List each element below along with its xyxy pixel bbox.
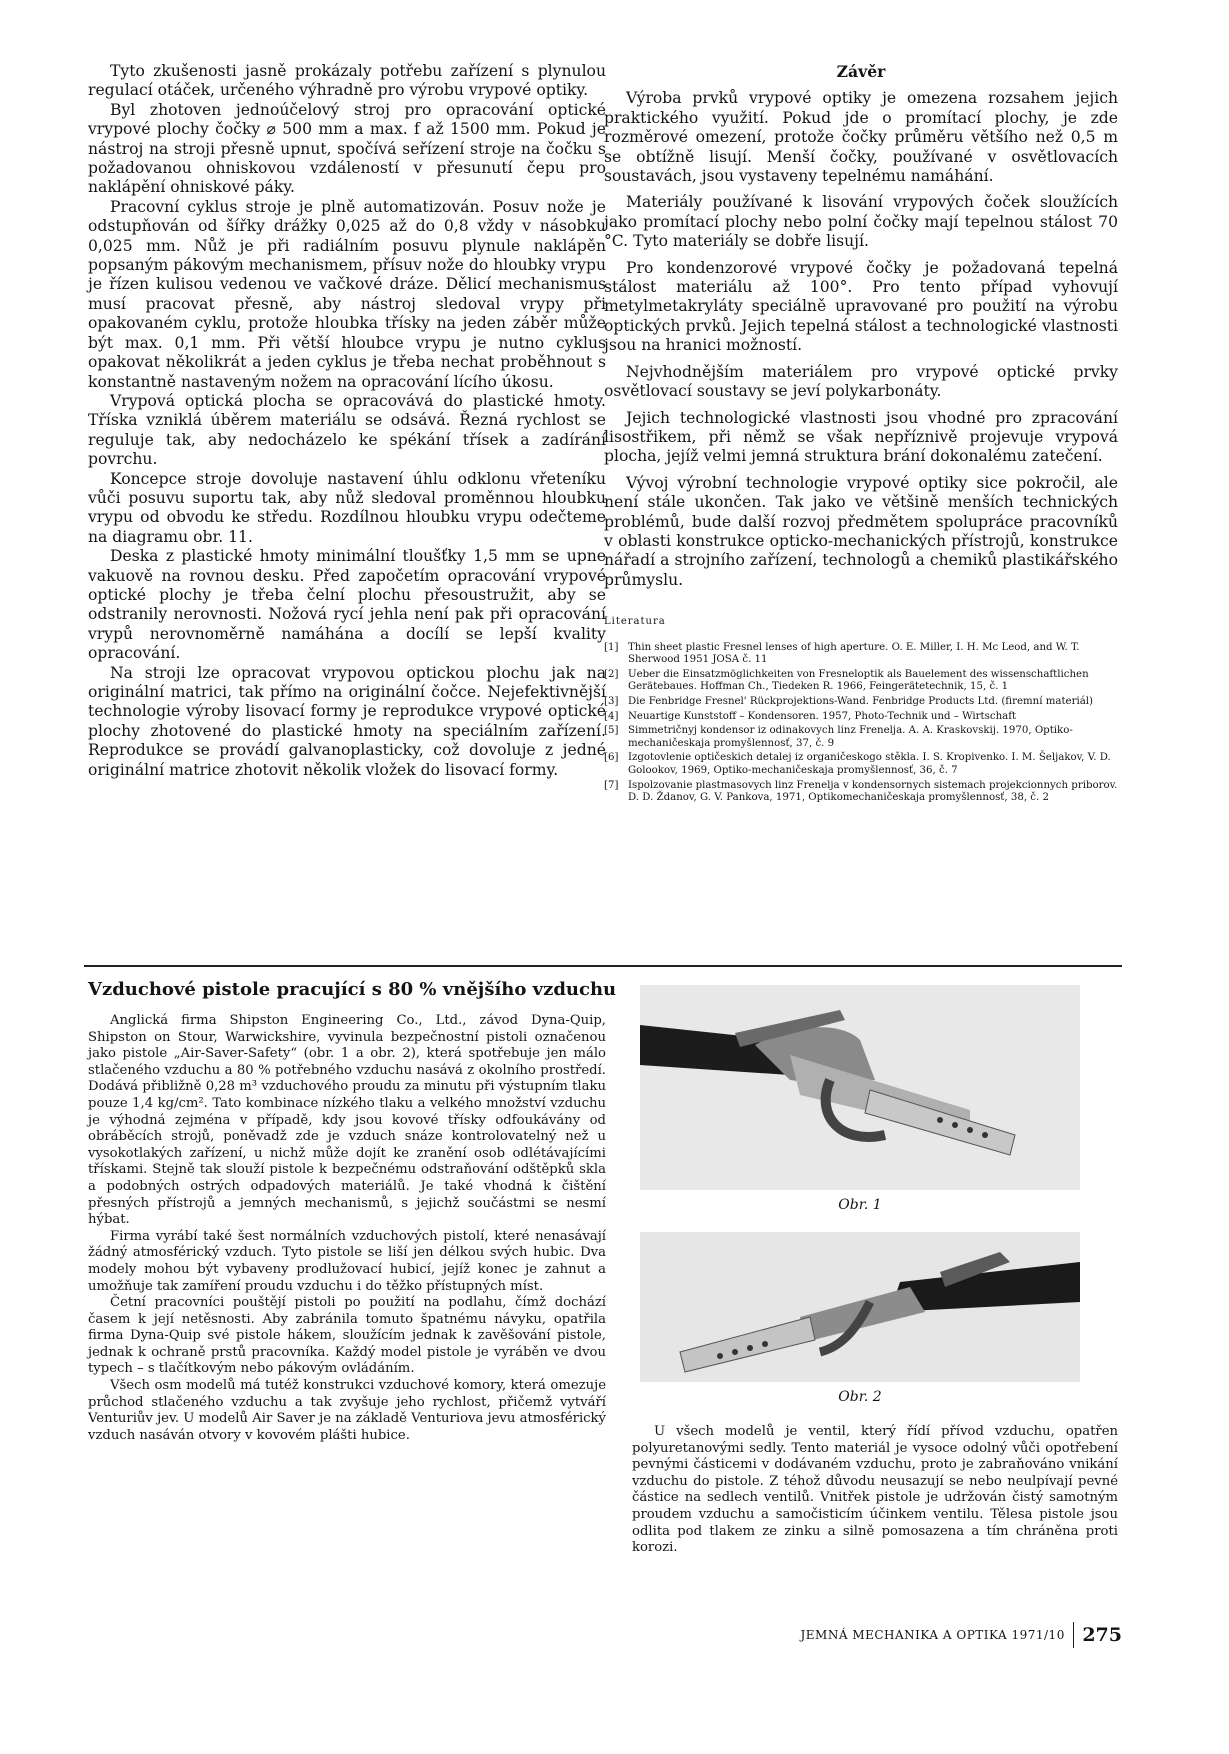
article-paragraph: Všech osm modelů má tutéž konstrukci vzduchové komory, která omezuje průchod stlačeného vzduchu a tak zvyšuje jeho rychlost, přičemž vytváří Venturiův jev. U modelů Air Saver je na základě Venturiova jevu atmosférický vzduch nasáván otvory v kovovém plášti hubice. (88, 1378, 606, 1443)
journal-name: JEMNÁ MECHANIKA A OPTIKA 1971/10 (800, 1628, 1065, 1642)
reference-text: Izgotovlenie optičeskich detalej iz organičeskogo stěkla. I. S. Kropivenko. I. M. Šeljakov, V. D. Golookov, 1969, Optiko-mechaničeskaja promyšlennosť, 36, č. 7 (628, 752, 1111, 776)
left-paragraph: Koncepce stroje dovoluje nastavení úhlu odklonu vřeteníku vůči posuvu suportu tak, aby nůž sledoval proměnnou hloubku vrypu od obvodu ke středu. Rozdílnou hloubku vrypu odečteme na diagramu obr. 11. (88, 469, 606, 546)
right-paragraph: Pro kondenzorové vrypové čočky je požadovaná tepelná stálost materiálu až 100°. Pro tento případ vyhovují metylmetakryláty speciálně upravované pro použití na výrobu optických prvků. Jejich tepelná stálost a technologické vlastnosti jsou na hranici možností. (604, 258, 1118, 355)
reference-item (604, 669, 1118, 694)
literature-heading: Literatura (604, 616, 666, 628)
reference-item (604, 725, 1118, 750)
left-column (88, 62, 606, 780)
air-pistol-icon (640, 1232, 1080, 1382)
figure-1-photo (640, 985, 1080, 1190)
air-pistol-icon (640, 985, 1080, 1190)
section-heading-zaver: Závěr (836, 62, 886, 81)
reference-item (604, 642, 1118, 667)
right-paragraph: Nejvhodnějším materiálem pro vrypové optické prvky osvětlovací soustavy se jeví polykarbonáty. (604, 362, 1118, 401)
right-paragraph: Výroba prvků vrypové optiky je omezena rozsahem jejich praktického využití. Pokud jde o promítací plochy, je zde rozměrové omezení, protože čočky průměru většího než 0,5 m se obtížně lisují. Menší čočky, používané v osvětlovacích soustavách, jsou vystaveny tepelnému namáhání. (604, 89, 1118, 186)
right-paragraph: Materiály používané k lisování vrypových čoček sloužících jako promítací plochy nebo polní čočky mají tepelnou stálost 70 °C. Tyto materiály se dobře lisují. (604, 193, 1118, 251)
reference-text: Ueber die Einsatzmöglichkeiten von Fresneloptik als Bauelement des wissenschaftlichen Gerätebaues. Hoffman Ch., Tiedeken R. 1966, Feingerätetechnik, 15, č. 1 (628, 668, 1089, 693)
right-paragraph: Jejich technologické vlastnosti jsou vhodné pro zpracování lisostřikem, při němž se však nepříznivě projevuje vrypová plocha, jejíž velmi jemná struktura brání dokonalému zatečení. (604, 408, 1118, 466)
left-paragraph: Deska z plastické hmoty minimální tloušťky 1,5 mm se upne vakuově na rovnou desku. Před započetím opracování vrypové optické plochy je třeba čelní plochu přesoustružit, aby se odstranily nerovnosti. Nožová rycí jehla není pak při opracování vrypů nerovnoměrně namáhána a docílí se lepší kvality opracování. (88, 547, 606, 663)
reference-text: Die Fenbridge Fresnel' Rückprojektions-Wand. Fenbridge Products Ltd. (firemní materiál) (628, 695, 1094, 707)
reference-number: [6] (604, 752, 619, 764)
left-paragraph: Na stroji lze opracovat vrypovou optickou plochu jak na originální matrici, tak přímo na originální čočce. Nejefektivnější technologie výroby lisovací formy je reprodukce vrypové optické plochy zhotovené do plastické hmoty na speciálním zařízení. Reprodukce se provádí galvanoplasticky, což dovoluje z jedné originální matrice zhotovit několik vložek do lisovací formy. (88, 663, 606, 779)
reference-number: [5] (604, 725, 619, 737)
figure-2-caption: Obr. 2 (838, 1389, 882, 1405)
reference-text: Ispolzovanie plastmasovych linz Frenelja v kondensornych sistemach projekcionnych priborov. D. D. Ždanov, G. V. Pankova, 1971, Optikomechaničeskaja promyšlennosť, 38, č. 2 (628, 779, 1118, 804)
article-left-column (88, 1013, 606, 1444)
reference-number: [4] (604, 710, 619, 722)
article-right-column (632, 1424, 1118, 1557)
figure-1-caption: Obr. 1 (838, 1197, 882, 1213)
reference-item (604, 696, 1118, 709)
reference-item (604, 711, 1118, 724)
reference-item (604, 780, 1118, 805)
left-paragraph: Byl zhotoven jednoúčelový stroj pro opracování optické vrypové plochy čočky ⌀ 500 mm a max. f až 1500 mm. Pokud je nástroj na stroji přesně upnut, spočívá seřízení stroje na čočku s požadovanou ohniskovou vzdáleností v přesunutí čepu pro naklápění ohniskové páky. (88, 100, 606, 197)
figure-2-photo (640, 1232, 1080, 1382)
right-paragraph: Vývoj výrobní technologie vrypové optiky sice pokročil, ale není stále ukončen. Tak jako ve většině menších technických problémů, bude další rozvoj předmětem spolupráce pracovníků v oblasti konstrukce opticko-mechanických přístrojů, konstrukce nářadí a strojního zařízení, technologů a chemiků plastikářského průmyslu. (604, 473, 1118, 589)
article-paragraph: Anglická firma Shipston Engineering Co., Ltd., závod Dyna-Quip, Shipston on Stour, Warwickshire, vyvinula bezpečnostní pistoli označenou jako pistole „Air-Saver-Safety“ (obr. 1 a obr. 2), která spotřebuje jen málo stlačeného vzduchu a 80 % potřebného vzduchu nasává z okolního prostředí. Dodává přibližně 0,28 m³ vzduchového proudu za minutu při výstupním tlaku pouze 1,4 kg/cm². Tato kombinace nízkého tlaku a velkého množství vzduchu je výhodná zejména v případě, kdy jsou kovové třísky odfoukávány od obráběcích strojů, poněvadž zde je vzduch snáze kontrolovatelný než u vysokotlakých zařízení, u nichž může dojít ke zranění osob odlétávajícími třískami. Stejně tak slouží pistole k bezpečnému odstraňování odštěpků skla a podobných ostrých odpadových materiálů. Je také vhodná k čištění přesných přístrojů a jemných mechanismů, s jejichž součástmi se nesmí hýbat. (88, 1013, 606, 1228)
reference-number: [1] (604, 641, 619, 653)
reference-number: [2] (604, 668, 619, 680)
article-paragraph: Četní pracovníci pouštějí pistoli po použití na podlahu, čímž dochází časem k její netěsnosti. Aby zabránila tomuto špatnému návyku, opatřila firma Dyna-Quip své pistole hákem, sloužícím jednak k zavěšování pistole, jednak k ochraně prstů pracovníka. Každý model pistole je vyráběn ve dvou typech – s tlačítkovým nebo pákovým ovládáním. (88, 1295, 606, 1377)
reference-number: [3] (604, 695, 619, 707)
left-paragraph: Vrypová optická plocha se opracovává do plastické hmoty. Tříska vzniklá úběrem materiálu se odsává. Řezná rychlost se reguluje tak, aby nedocházelo ke spékání třísek a zadírání povrchu. (88, 391, 606, 469)
reference-text: Thin sheet plastic Fresnel lenses of high aperture. O. E. Miller, I. H. Mc Leod, and W. T. Sherwood 1951 JOSA č. 11 (628, 641, 1080, 666)
page-number: 275 (1082, 1624, 1122, 1646)
left-paragraph: Pracovní cyklus stroje je plně automatizován. Posuv nože je odstupňován od šířky drážky 0,025 až do 0,8 vždy v násobku 0,025 mm. Nůž je při radiálním posuvu plynule naklápěn popsaným pákovým mechanismem, přísuv nože do hloubky vrypu je řízen kulisou vedenou ve vačkové dráze. Dělicí mechanismus musí pracovat přesně, aby nástroj sledoval vrypy při opakovaném cyklu, protože hloubka třísky na jeden záběr může být max. 0,1 mm. Při větší hloubce vrypu je nutno cyklus opakovat několikrát a jeden cyklus je třeba nechat proběhnout s konstantně nastaveným nožem na opracování lícího úkosu. (88, 197, 606, 391)
reference-item (604, 752, 1118, 777)
article-paragraph: U všech modelů je ventil, který řídí přívod vzduchu, opatřen polyuretanovými sedly. Tento materiál je vysoce odolný vůči opotřebení pevnými částicemi v dodávaném vzduchu, proto je zabraňováno vnikání vzduchu do pistole. Z téhož důvodu neusazují se nebo neulpívají pevné částice na sedlech ventilů. Vnitřek pistole je udržován čistý samotným proudem vzduchu a samočisticím účinkem ventilu. Tělesa pistole jsou odlita pod tlakem ze zinku a silně pomosazena a tím chráněna proti korozi. (632, 1424, 1118, 1556)
article-paragraph: Firma vyrábí také šest normálních vzduchových pistolí, které nenasávají žádný atmosférický vzduch. Tyto pistole se liší jen délkou svých hubic. Dva modely mohou být vybaveny prodlužovací hubicí, jejíž konec je zahnut a umožňuje tak zamíření proudu vzduchu i do těžko přístupných míst. (88, 1228, 606, 1294)
footer-separator (1073, 1622, 1075, 1648)
article-title: Vzduchové pistole pracující s 80 % vnějšího vzduchu (88, 979, 617, 1000)
reference-number: [7] (604, 779, 619, 791)
reference-list (604, 642, 1118, 805)
left-paragraph: Tyto zkušenosti jasně prokázaly potřebu zařízení s plynulou regulací otáček, určeného výhradně pro výrobu vrypové optiky. (88, 62, 606, 100)
reference-text: Simmetričnyj kondensor iz odinakovych linz Frenelja. A. A. Kraskovskij. 1970, Optiko-mechaničeskaja promyšlennosť, 37, č. 9 (628, 725, 1073, 749)
right-column (604, 62, 1118, 807)
article-divider (84, 965, 1122, 967)
page-footer (800, 1620, 1122, 1650)
reference-text: Neuartige Kunststoff – Kondensoren. 1957, Photo-Technik und – Wirtschaft (628, 710, 1017, 722)
